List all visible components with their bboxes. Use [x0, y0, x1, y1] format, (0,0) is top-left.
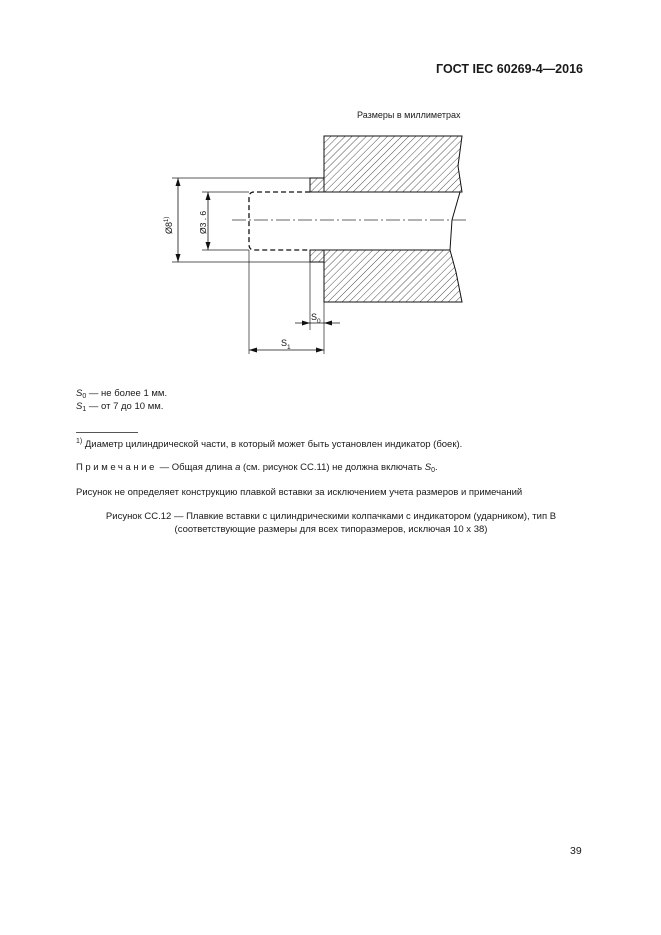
flange-lower	[310, 250, 324, 262]
document-standard-header: ГОСТ IEC 60269-4—2016	[436, 62, 583, 76]
footnote-separator	[76, 432, 138, 433]
flange-upper	[310, 178, 324, 192]
note: Примечание — Общая длина a (см. рисунок СС.11) не должна включать $S_0$.	[76, 462, 438, 474]
dim-outer-diameter: Ø8$^{1)}$	[164, 216, 174, 234]
dim-inner-diameter: Ø3 . 6	[198, 210, 208, 234]
legend-s0: $S_0$ — не более 1 мм.	[76, 388, 168, 400]
page-number: 39	[570, 845, 582, 857]
footnote: $^{1)}$ Диаметр цилиндрической части, в который может быть установлен индикатор (боек).	[76, 438, 463, 450]
figure-disclaimer: Рисунок не определяет конструкцию плавкой вставки за исключением учета размеров и примечаний	[76, 487, 523, 498]
caption-line-1: Рисунок СС.12 — Плавкие вставки с цилиндрическими колпачками с индикатором (ударником), тип В	[105, 511, 557, 522]
units-note: Размеры в миллиметрах	[357, 110, 461, 120]
figure-caption	[76, 510, 586, 536]
lower-body-section	[324, 250, 462, 302]
dim-s0: $S_0$	[311, 312, 321, 325]
caption-line-2: (соответствующие размеры для всех типоразмеров, исключая 10 х 38)	[174, 524, 488, 535]
upper-body-section	[324, 136, 462, 192]
indicator-pin-dashed	[249, 192, 310, 250]
dim-s1: $S_1$	[281, 338, 291, 351]
technical-drawing	[150, 126, 480, 360]
legend-s1: $S_1$ — от 7 до 10 мм.	[76, 401, 164, 413]
